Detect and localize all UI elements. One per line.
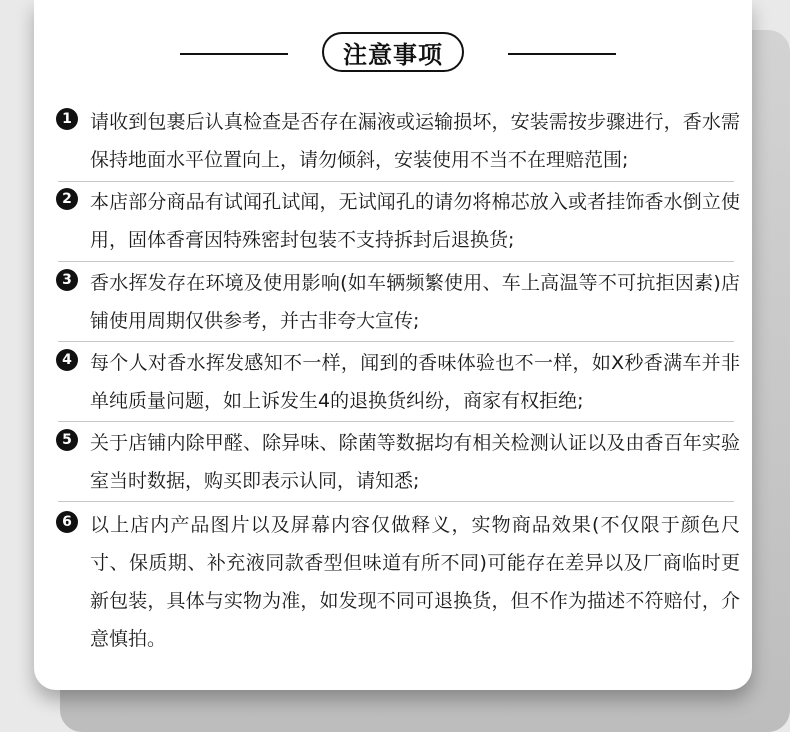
number-badge: 4 [56,349,78,371]
notice-text: 香水挥发存在环境及使用影响(如车辆频繁使用、车上高温等不可抗拒因素)店铺使用周期仅供参考，并古非夸大宣传; [90,272,740,332]
notice-text: 关于店铺内除甲醛、除异味、除菌等数据均有相关检测认证以及由香百年实验室当时数据，购买即表示认同，请知悉; [90,432,740,492]
notice-text: 每个人对香水挥发感知不一样，闻到的香味体验也不一样，如X秒香满车并非单纯质量问题，如上诉发生4的退换货纠纷，商家有权拒绝; [90,352,740,412]
notice-text: 请收到包裹后认真检查是否存在漏液或运输损坏，安装需按步骤进行，香水需保持地面水平位置向上，请勿倾斜，安装使用不当不在理赔范围; [90,111,740,171]
notice-card [34,0,752,690]
divider [58,501,734,502]
number-badge: 1 [56,108,78,130]
notice-text: 以上店内产品图片以及屏幕内容仅做释义，实物商品效果(不仅限于颜色尺寸、保质期、补充液同款香型但味道有所不同)可能存在差异以及厂商临时更新包装，具体与实物为准，如发现不同可退换货，但不作为描述不符赔付，介意慎拍。 [90,514,740,650]
header-right-line [508,53,616,55]
divider [58,181,734,182]
divider [58,341,734,342]
header-left-line [180,53,288,55]
number-badge: 5 [56,429,78,451]
number-badge: 6 [56,511,78,533]
header [34,32,752,78]
number-badge: 2 [56,188,78,210]
number-badge: 3 [56,269,78,291]
divider [58,261,734,262]
page-title: 注意事项 [322,32,464,72]
notice-text: 本店部分商品有试闻孔试闻，无试闻孔的请勿将棉芯放入或者挂饰香水倒立使用，固体香膏因特殊密封包装不支持拆封后退换货; [90,191,740,251]
divider [58,421,734,422]
